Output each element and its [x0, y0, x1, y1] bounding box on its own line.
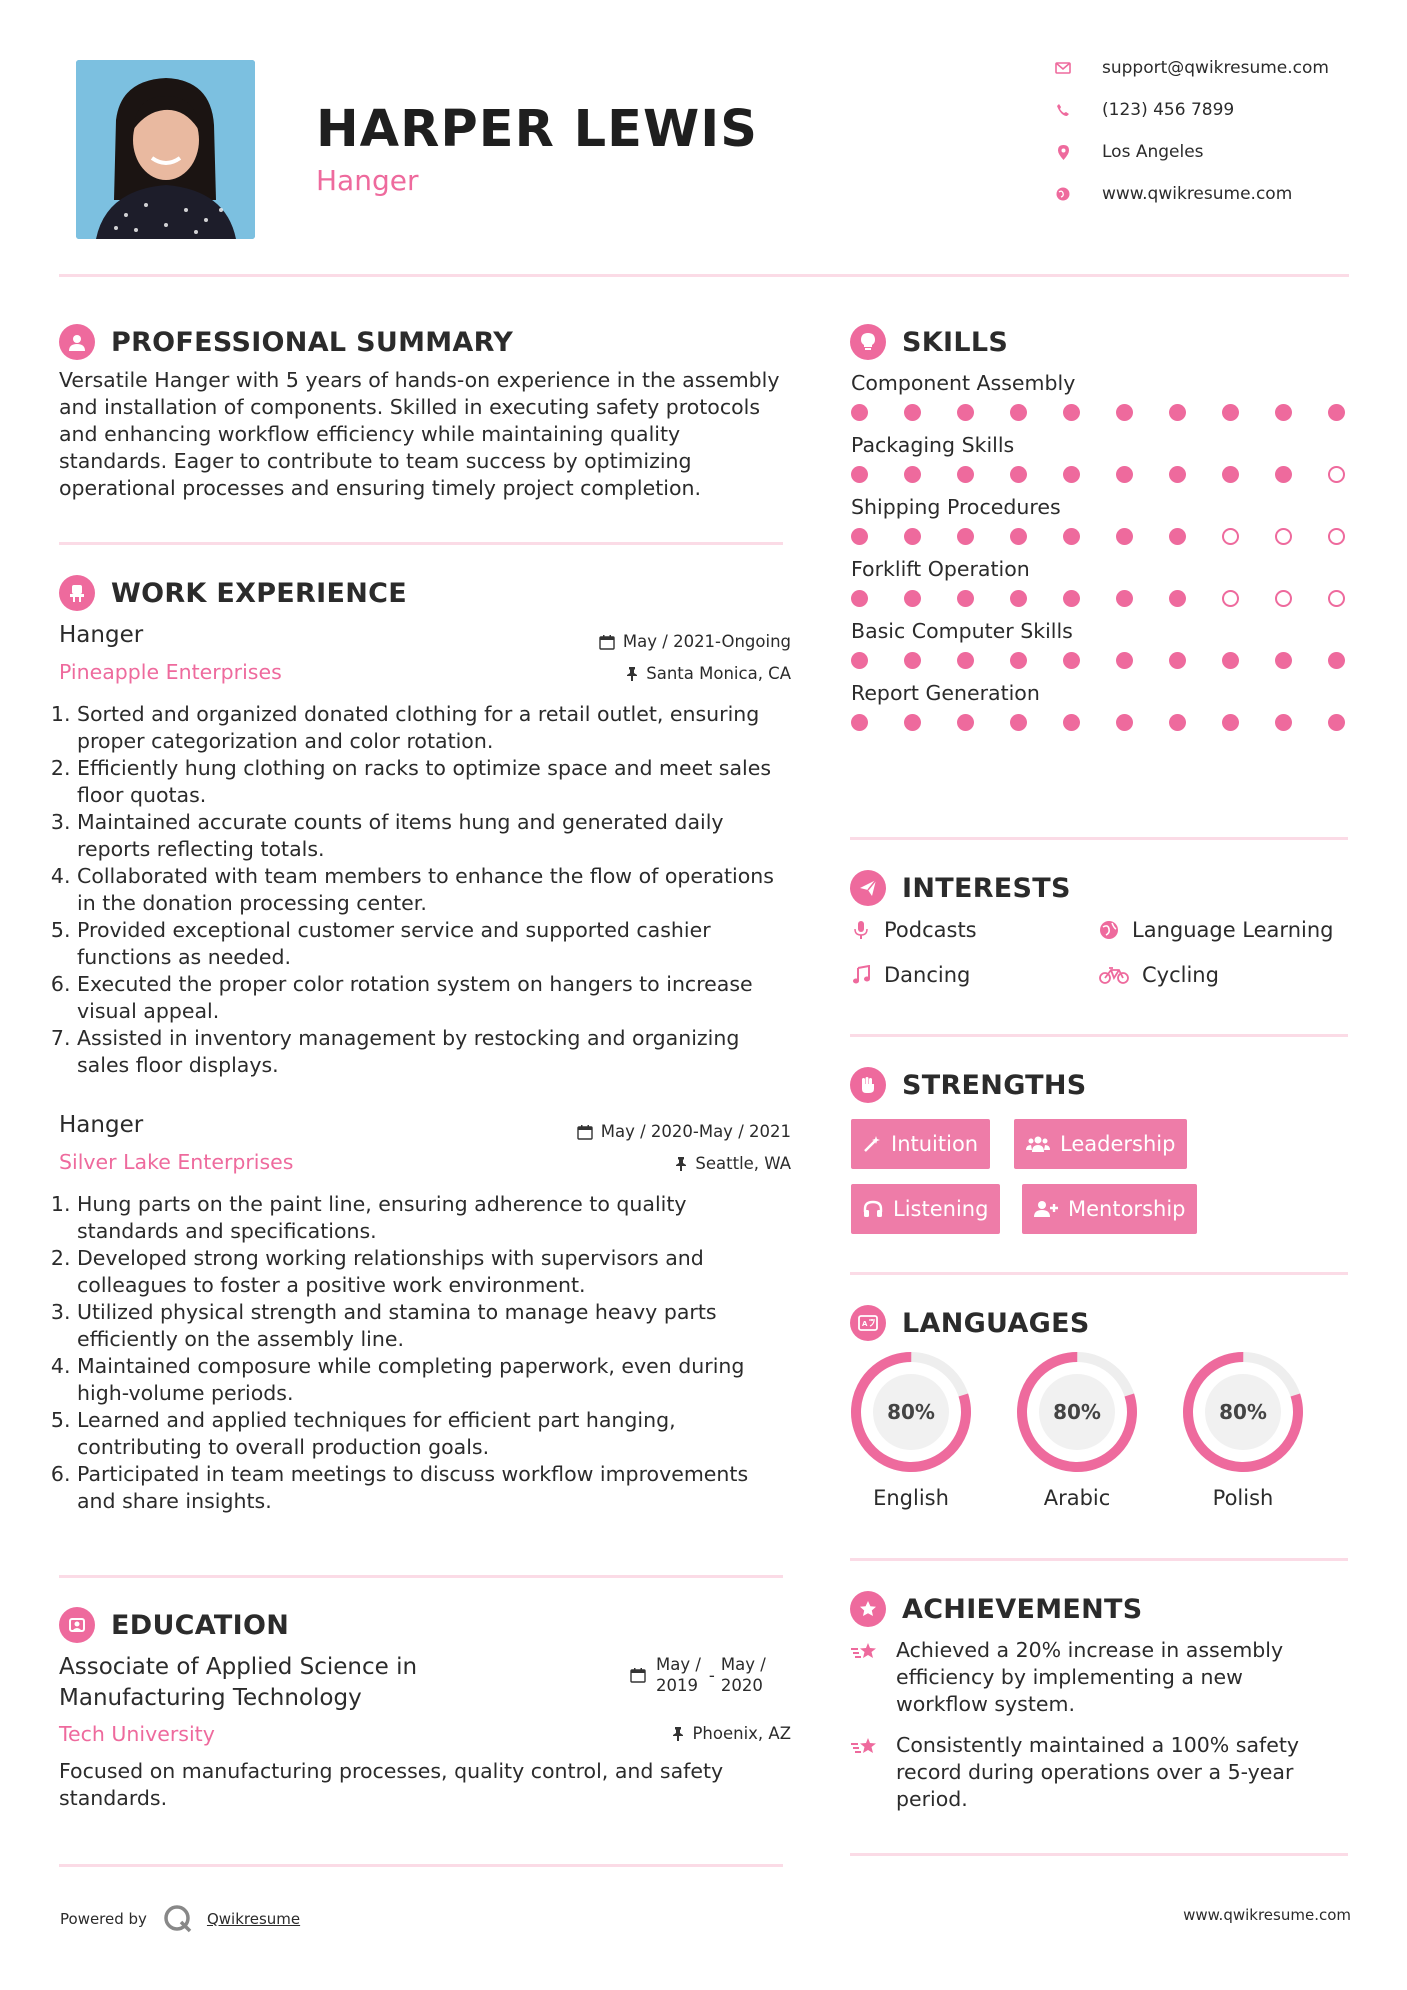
rating-dot-filled — [1116, 590, 1133, 607]
job-dates-text: May / 2021-Ongoing — [622, 632, 791, 651]
interest-label: Dancing — [884, 963, 971, 987]
language-name: Polish — [1212, 1486, 1274, 1510]
achievements-divider — [850, 1853, 1348, 1856]
phone-icon — [1052, 101, 1074, 119]
skill-rating — [851, 590, 1345, 607]
rating-dot-filled — [1328, 652, 1345, 669]
skill-item — [851, 433, 1345, 483]
summary-heading — [59, 324, 513, 360]
degree-line: Manufacturing Technology — [59, 1685, 362, 1711]
fist-icon — [850, 1067, 886, 1103]
contact-location — [1052, 142, 1204, 162]
rating-dot-filled — [1275, 714, 1292, 731]
music-note-icon — [850, 965, 872, 985]
footer-powered-by — [60, 1904, 300, 1934]
interest-item — [1098, 918, 1333, 942]
rating-dot-filled — [1063, 466, 1080, 483]
degree-title — [59, 1652, 417, 1714]
skills-divider — [850, 837, 1348, 840]
skill-rating — [851, 404, 1345, 421]
profile-photo — [76, 60, 255, 239]
education-heading — [59, 1607, 289, 1643]
contact-phone[interactable] — [1052, 100, 1234, 120]
skills-heading — [850, 324, 1008, 360]
rating-dot-filled — [851, 590, 868, 607]
calendar-icon — [577, 1124, 593, 1140]
svg-text:A: A — [862, 1320, 868, 1328]
contact-website[interactable] — [1052, 184, 1292, 204]
summary-heading-text: PROFESSIONAL SUMMARY — [111, 326, 514, 358]
rating-dot-empty — [1328, 528, 1345, 545]
rating-dot-empty — [1222, 590, 1239, 607]
education-location — [531, 1724, 791, 1743]
strengths-heading-text: STRENGTHS — [902, 1069, 1087, 1101]
rating-dot-filled — [1010, 714, 1027, 731]
language-item — [1181, 1350, 1305, 1510]
job-company: Silver Lake Enterprises — [59, 1150, 294, 1174]
rating-dot-filled — [957, 528, 974, 545]
job-title: Hanger — [59, 1112, 144, 1138]
rating-dot-filled — [1116, 714, 1133, 731]
chair-icon — [59, 575, 95, 611]
users-icon — [1026, 1135, 1050, 1153]
job-title: Hanger — [59, 622, 144, 648]
list-item: 2. Developed strong working relationships with supervisors and colleagues to foster a positive work environment. — [77, 1245, 799, 1299]
rating-dot-filled — [1010, 528, 1027, 545]
education-description: Focused on manufacturing processes, quality control, and safety standards. — [59, 1759, 724, 1810]
language-gauge — [1181, 1350, 1305, 1474]
interest-label: Cycling — [1142, 963, 1219, 987]
user-icon — [59, 324, 95, 360]
skill-name: Packaging Skills — [851, 433, 1015, 457]
rating-dot-filled — [1063, 528, 1080, 545]
job-dates — [531, 632, 791, 651]
job-location-text: Santa Monica, CA — [646, 664, 791, 683]
rating-dot-filled — [1010, 652, 1027, 669]
rating-dot-filled — [957, 590, 974, 607]
rating-dot-filled — [1169, 466, 1186, 483]
globe-icon — [1098, 920, 1120, 940]
rating-dot-filled — [1222, 652, 1239, 669]
job-dates-text: May / 2020-May / 2021 — [600, 1122, 791, 1141]
interest-item — [1098, 963, 1219, 987]
interests-divider — [850, 1034, 1348, 1037]
rating-dot-filled — [957, 404, 974, 421]
rating-dot-empty — [1275, 590, 1292, 607]
skill-name: Forklift Operation — [851, 557, 1030, 581]
strength-tag — [851, 1184, 1000, 1234]
rating-dot-filled — [1169, 590, 1186, 607]
rating-dot-filled — [1063, 404, 1080, 421]
rating-dot-filled — [1328, 714, 1345, 731]
list-item: 3. Maintained accurate counts of items hung and generated daily reports reflecting totals. — [77, 809, 799, 863]
paper-plane-icon — [850, 870, 886, 906]
languages-divider — [850, 1558, 1348, 1561]
achievement-item: Consistently maintained a 100% safety record during operations over a 5-year period. — [850, 1732, 1350, 1813]
list-item: 6. Participated in team meetings to discuss workflow improvements and share insights. — [77, 1461, 799, 1515]
pin-icon — [675, 1156, 687, 1171]
qwikresume-logo-icon — [163, 1904, 193, 1934]
gauge-percent: 80% — [1219, 1400, 1267, 1424]
language-icon — [850, 1305, 886, 1341]
skill-rating — [851, 466, 1345, 483]
microphone-icon — [850, 920, 872, 940]
summary-divider — [59, 542, 783, 545]
strength-tag — [1022, 1184, 1197, 1234]
rating-dot-filled — [1275, 652, 1292, 669]
skill-item — [851, 681, 1345, 731]
job-location — [531, 1154, 791, 1173]
contact-email[interactable] — [1052, 58, 1329, 78]
header-divider — [59, 274, 1349, 277]
rating-dot-filled — [1169, 714, 1186, 731]
graduation-icon — [59, 1607, 95, 1643]
gauge-percent: 80% — [1053, 1400, 1101, 1424]
rating-dot-filled — [904, 652, 921, 669]
interest-label: Podcasts — [884, 918, 977, 942]
job-location-text: Seattle, WA — [695, 1154, 791, 1173]
languages-heading — [850, 1305, 1090, 1341]
interests-heading — [850, 870, 1071, 906]
user-plus-icon — [1034, 1200, 1058, 1218]
experience-heading — [59, 575, 407, 611]
skill-name: Component Assembly — [851, 371, 1076, 395]
school-name: Tech University — [59, 1722, 215, 1746]
rating-dot-filled — [1010, 404, 1027, 421]
powered-by-label: Powered by — [60, 1910, 147, 1928]
language-item — [849, 1350, 973, 1510]
rating-dot-filled — [957, 466, 974, 483]
qwikresume-link[interactable]: Qwikresume — [206, 1910, 301, 1928]
bicycle-icon — [1098, 966, 1130, 984]
rating-dot-filled — [957, 652, 974, 669]
language-gauge — [849, 1350, 973, 1474]
gauge-percent: 80% — [887, 1400, 935, 1424]
summary-line: standards. Eager to contribute to team success by optimizing — [59, 449, 692, 473]
language-item — [1015, 1350, 1139, 1510]
strength-label: Listening — [893, 1197, 989, 1221]
rating-dot-filled — [904, 466, 921, 483]
globe-icon — [1052, 185, 1074, 203]
rating-dot-filled — [904, 590, 921, 607]
rating-dot-filled — [851, 466, 868, 483]
strength-label: Leadership — [1060, 1132, 1176, 1156]
rating-dot-empty — [1328, 466, 1345, 483]
skills-list — [851, 371, 1345, 743]
skill-name: Basic Computer Skills — [851, 619, 1073, 643]
rating-dot-filled — [1328, 404, 1345, 421]
interest-item — [850, 963, 970, 987]
rating-dot-filled — [851, 652, 868, 669]
rating-dot-filled — [1010, 466, 1027, 483]
envelope-icon — [1052, 59, 1074, 77]
skill-item — [851, 495, 1345, 545]
pin-icon — [672, 1726, 684, 1741]
strengths-heading — [850, 1067, 1087, 1103]
contact-location-text: Los Angeles — [1102, 142, 1204, 162]
rating-dot-empty — [1222, 528, 1239, 545]
rating-dot-filled — [851, 404, 868, 421]
rating-dot-filled — [1275, 404, 1292, 421]
contact-email-text: support@qwikresume.com — [1102, 58, 1329, 78]
achievements-heading — [850, 1591, 1143, 1627]
skills-heading-text: SKILLS — [902, 326, 1009, 358]
education-divider — [59, 1864, 783, 1867]
footer-website[interactable]: www.qwikresume.com — [1183, 1906, 1351, 1924]
skill-name: Report Generation — [851, 681, 1040, 705]
education-heading-text: EDUCATION — [111, 1609, 290, 1641]
rating-dot-filled — [1222, 714, 1239, 731]
rating-dot-filled — [1222, 466, 1239, 483]
calendar-icon — [630, 1667, 646, 1683]
rating-dot-filled — [1116, 652, 1133, 669]
job-bullets — [59, 701, 799, 1079]
rating-dot-filled — [904, 528, 921, 545]
summary-text — [59, 367, 799, 502]
summary-line: and enhancing workflow efficiency while maintaining quality — [59, 422, 681, 446]
list-item: 5. Learned and applied techniques for efficient part hanging, contributing to overall production goals. — [77, 1407, 799, 1461]
job-location — [531, 664, 791, 683]
list-item: 1. Hung parts on the paint line, ensuring adherence to quality standards and specifications. — [77, 1191, 799, 1245]
strengths-divider — [850, 1272, 1348, 1275]
rating-dot-filled — [1169, 528, 1186, 545]
rating-dot-filled — [1169, 652, 1186, 669]
list-item: 3. Utilized physical strength and stamina to manage heavy parts efficiently on the assembly line. — [77, 1299, 799, 1353]
list-item: 6. Executed the proper color rotation system on hangers to increase visual appeal. — [77, 971, 799, 1025]
star-badge-icon — [850, 1591, 886, 1627]
magic-wand-icon — [863, 1135, 881, 1153]
experience-divider — [59, 1575, 783, 1578]
skill-item — [851, 557, 1345, 607]
interest-label: Language Learning — [1132, 918, 1334, 942]
headphones-icon — [863, 1200, 883, 1218]
list-item: 4. Maintained composure while completing paperwork, even during high-volume periods. — [77, 1353, 799, 1407]
list-item: 5. Provided exceptional customer service and supported cashier functions as needed. — [77, 917, 799, 971]
rating-dot-filled — [1116, 466, 1133, 483]
list-item: 4. Collaborated with team members to enhance the flow of operations in the donation processing center. — [77, 863, 799, 917]
education-start: May / 2019 — [656, 1655, 701, 1695]
rating-dot-filled — [1010, 590, 1027, 607]
skill-item — [851, 619, 1345, 669]
skill-rating — [851, 652, 1345, 669]
skill-name: Shipping Procedures — [851, 495, 1061, 519]
strength-label: Intuition — [891, 1132, 979, 1156]
language-name: English — [873, 1486, 949, 1510]
summary-line: Versatile Hanger with 5 years of hands-on experience in the assembly — [59, 368, 780, 392]
language-gauge — [1015, 1350, 1139, 1474]
job-bullets — [59, 1191, 799, 1515]
rating-dot-filled — [1275, 466, 1292, 483]
rating-dot-filled — [1063, 714, 1080, 731]
list-item: 7. Assisted in inventory management by restocking and organizing sales floor displays. — [77, 1025, 799, 1079]
rating-dot-filled — [904, 714, 921, 731]
experience-heading-text: WORK EXPERIENCE — [111, 577, 407, 609]
education-end: May / 2020 — [720, 1655, 766, 1695]
contact-website-text: www.qwikresume.com — [1102, 184, 1293, 204]
rating-dot-filled — [1116, 404, 1133, 421]
job-dates — [531, 1122, 791, 1141]
contact-phone-text: (123) 456 7899 — [1102, 100, 1235, 120]
shooting-star-icon — [850, 1637, 880, 1718]
strength-tag — [1014, 1119, 1187, 1169]
interests-heading-text: INTERESTS — [902, 872, 1071, 904]
summary-line: and installation of components. Skilled in executing safety protocols — [59, 395, 761, 419]
achievements-heading-text: ACHIEVEMENTS — [902, 1593, 1143, 1625]
achievement-item: Achieved a 20% increase in assembly efficiency by implementing a new workflow system. — [850, 1637, 1350, 1718]
calendar-icon — [599, 634, 615, 650]
rating-dot-filled — [1169, 404, 1186, 421]
rating-dot-filled — [1222, 404, 1239, 421]
list-item: 1. Sorted and organized donated clothing for a retail outlet, ensuring proper categorization and color rotation. — [77, 701, 799, 755]
rating-dot-filled — [904, 404, 921, 421]
language-name: Arabic — [1043, 1486, 1111, 1510]
languages-row — [849, 1350, 1305, 1510]
languages-heading-text: LANGUAGES — [902, 1307, 1090, 1339]
rating-dot-filled — [851, 714, 868, 731]
lightbulb-icon — [850, 324, 886, 360]
candidate-name: HARPER LEWIS — [316, 100, 758, 159]
shooting-star-icon — [850, 1732, 880, 1813]
rating-dot-filled — [851, 528, 868, 545]
skill-rating — [851, 528, 1345, 545]
skill-item — [851, 371, 1345, 421]
rating-dot-filled — [1063, 590, 1080, 607]
education-dates: May / 2019 - May / 2020 — [630, 1654, 766, 1696]
map-pin-icon — [1052, 143, 1074, 161]
education-location-text: Phoenix, AZ — [692, 1724, 791, 1743]
rating-dot-filled — [1116, 528, 1133, 545]
pin-icon — [626, 666, 638, 681]
summary-line: operational processes and ensuring timely project completion. — [59, 476, 702, 500]
list-item: 2. Efficiently hung clothing on racks to optimize space and meet sales floor quotas. — [77, 755, 799, 809]
rating-dot-empty — [1328, 590, 1345, 607]
candidate-role: Hanger — [316, 164, 419, 197]
strength-tag — [851, 1119, 990, 1169]
job-company: Pineapple Enterprises — [59, 660, 282, 684]
rating-dot-empty — [1275, 528, 1292, 545]
rating-dot-filled — [1063, 652, 1080, 669]
rating-dot-filled — [957, 714, 974, 731]
interest-item — [850, 918, 977, 942]
degree-line: Associate of Applied Science in — [59, 1654, 418, 1680]
strength-label: Mentorship — [1068, 1197, 1186, 1221]
skill-rating — [851, 714, 1345, 731]
